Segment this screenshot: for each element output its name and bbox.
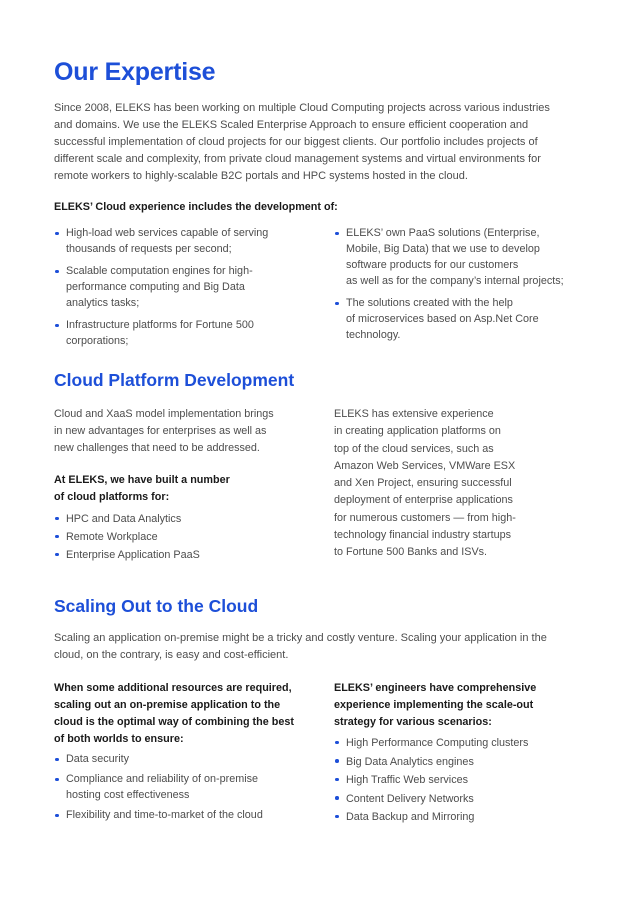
list-item: ELEKS’ own PaaS solutions (Enterprise, Mobile, Big Data) that we use to develop software products for our customers as well as for the company’s internal projects; bbox=[334, 225, 604, 289]
list-item: High-load web services capable of serving thousands of requests per second; bbox=[54, 225, 314, 257]
text-line: new challenges that need to be addressed. bbox=[54, 442, 260, 454]
text-line: different scale and complexity, from private cloud management systems and virtual environments for bbox=[54, 153, 541, 165]
list-item: Compliance and reliability of on-premise hosting cost effectiveness bbox=[54, 771, 314, 803]
list-item: Infrastructure platforms for Fortune 500 corporations; bbox=[54, 317, 314, 349]
text-line: deployment of enterprise applications bbox=[334, 494, 513, 507]
list-item: Remote Workplace bbox=[54, 528, 314, 546]
text-line: Scaling an application on-premise might be a tricky and costly venture. Scaling your application in the bbox=[54, 632, 547, 644]
text-line: to Fortune 500 Banks and ISVs. bbox=[334, 546, 488, 559]
text-line: technology financial industry startups bbox=[334, 529, 512, 542]
cloud-platform-lead: At ELEKS, we have built a number of cloud platforms for: bbox=[54, 474, 230, 503]
list-item: HPC and Data Analytics bbox=[54, 510, 314, 528]
expertise-list-right bbox=[334, 225, 604, 343]
text-line: ELEKS has extensive experience bbox=[334, 408, 494, 420]
scaling-left-lead: When some additional resources are required, scaling out an on-premise application to the cloud is the optimal way of combining the best of both worlds to ensure: bbox=[54, 682, 294, 745]
list-item: Data security bbox=[54, 751, 314, 767]
scaling-left-list bbox=[54, 751, 314, 823]
cloud-platform-intro bbox=[54, 406, 314, 457]
list-item: Data Backup and Mirroring bbox=[334, 808, 604, 827]
text-line: and Xen Project, ensuring successful bbox=[334, 477, 512, 490]
text-line: Amazon Web Services, VMWare ESX bbox=[334, 459, 516, 472]
list-item: The solutions created with the help of microservices based on Asp.Net Core technology. bbox=[334, 295, 604, 343]
expertise-list-left bbox=[54, 225, 314, 349]
list-item: Big Data Analytics engines bbox=[334, 753, 604, 772]
text-line: Cloud and XaaS model implementation brings bbox=[54, 408, 274, 420]
list-item: High Performance Computing clusters bbox=[334, 734, 604, 753]
text-line: remote workers to highly-scalable B2C portals and HPC systems hosted in the cloud. bbox=[54, 170, 468, 182]
cloud-platform-description bbox=[334, 406, 604, 562]
section-title-scaling: Scaling Out to the Cloud bbox=[54, 596, 259, 616]
text-line: in creating application platforms on bbox=[334, 425, 501, 438]
list-item: Scalable computation engines for high- performance computing and Big Data analytics tasks; bbox=[54, 263, 314, 311]
list-item: Enterprise Application PaaS bbox=[54, 546, 314, 564]
list-item: Content Delivery Networks bbox=[334, 790, 604, 809]
text-line: and domains. We use the ELEKS Scaled Enterprise Approach to ensure efficient cooperation and bbox=[54, 119, 529, 131]
text-line: successful implementation of cloud projects for our biggest clients. Our portfolio includes projects of bbox=[54, 136, 538, 148]
expertise-lead: ELEKS’ Cloud experience includes the development of: bbox=[54, 201, 338, 213]
list-item: High Traffic Web services bbox=[334, 771, 604, 790]
page-title: Our Expertise bbox=[54, 58, 216, 86]
scaling-right-list bbox=[334, 734, 604, 827]
text-line: in new advantages for enterprises as well as bbox=[54, 425, 267, 437]
section-title-cloud-platform: Cloud Platform Development bbox=[54, 370, 295, 390]
text-line: Since 2008, ELEKS has been working on multiple Cloud Computing projects across various industries bbox=[54, 102, 550, 114]
text-line: cloud, on the contrary, is easy and cost-efficient. bbox=[54, 649, 289, 661]
list-item: Flexibility and time-to-market of the cloud bbox=[54, 807, 314, 823]
text-line: for numerous customers — from high- bbox=[334, 511, 516, 524]
expertise-intro bbox=[54, 100, 594, 185]
scaling-right-lead: ELEKS’ engineers have comprehensive experience implementing the scale-out strategy for various scenarios: bbox=[334, 682, 537, 728]
text-line: top of the cloud services, such as bbox=[334, 442, 494, 455]
cloud-platform-list bbox=[54, 510, 314, 564]
scaling-intro bbox=[54, 630, 594, 664]
